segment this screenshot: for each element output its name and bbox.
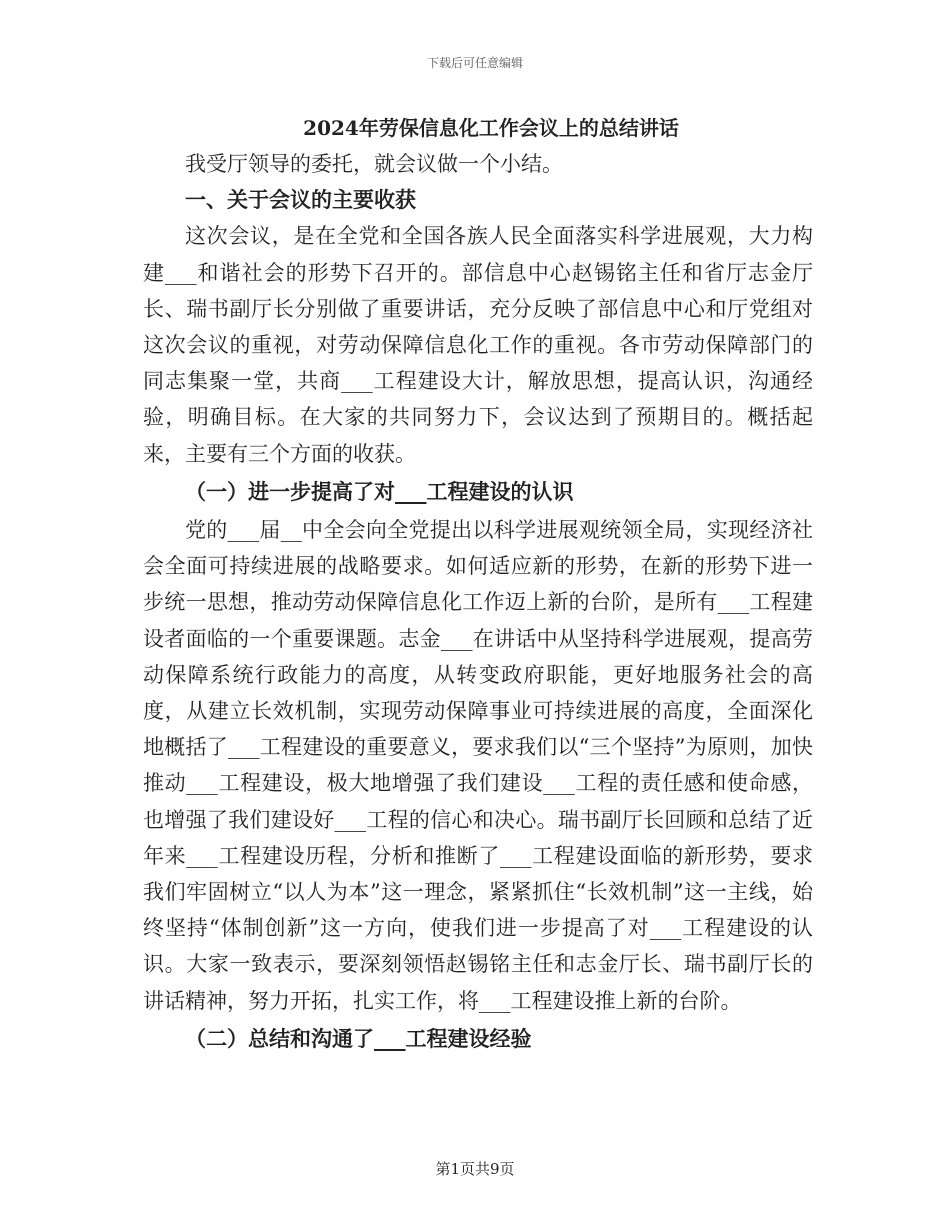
document-title: 2024年劳保信息化工作会议上的总结讲话 — [303, 116, 679, 140]
section-heading-1: 一、关于会议的主要收获 — [185, 187, 416, 213]
header-note: 下载后可任意编辑 — [426, 56, 523, 70]
intro-paragraph: 我受厅领导的委托，就会议做一个小结。 — [185, 152, 563, 176]
subsection-heading-2: （二）总结和沟通了___工程建设经验 — [185, 1025, 532, 1051]
document-body — [143, 110, 813, 1059]
page-footer: 第1页共9页 — [435, 1160, 515, 1178]
subsection-heading-1: （一）进一步提高了对___工程建设的认识 — [185, 478, 574, 504]
body-paragraph: 这次会议，是在全党和全国各族人民全面落实科学进展观，大力构建___和谐社会的形势下召开的。部信息中心赵锡铭主任和省厅志金厅长、瑞书副厅长分别做了重要讲话，充分反映了部信息中心和厅党组对这次会议的重视，对劳动保障信息化工作的重视。各市劳动保障部门的同志集聚一堂，共商___工程建设大计，解放思想，提高认识，沟通经验，明确目标。在大家的共同努力下，会议达到了预期目的。概括起来，主要有三个方面的收获。 — [143, 224, 813, 466]
body-paragraph: 党的___届__中全会向全党提出以科学进展观统领全局，实现经济社会全面可持续进展的战略要求。如何适应新的形势，在新的形势下进一步统一思想，推动劳动保障信息化工作迈上新的台阶，是所有___工程建设者面临的一个重要课题。志金___在讲话中从坚持科学进展观，提高劳动保障系统行政能力的高度，从转变政府职能，更好地服务社会的高度，从建立长效机制，实现劳动保障事业可持续进展的高度，全面深化地概括了___工程建设的重要意义，要求我们以“三个坚持”为原则，加快推动___工程建设，极大地增强了我们建设___工程的责任感和使命感，也增强了我们建设好___工程的信心和决心。瑞书副厅长回顾和总结了近年来___工程建设历程，分析和推断了___工程建设面临的新形势，要求我们牢固树立“以人为本”这一理念，紧紧抓住“长效机制”这一主线，始终坚持“体制创新”这一方向，使我们进一步提高了对___工程建设的认识。大家一致表示，要深刻领悟赵锡铭主任和志金厅长、瑞书副厅长的讲话精神，努力开拓，扎实工作，将___工程建设推上新的台阶。 — [143, 518, 813, 1013]
